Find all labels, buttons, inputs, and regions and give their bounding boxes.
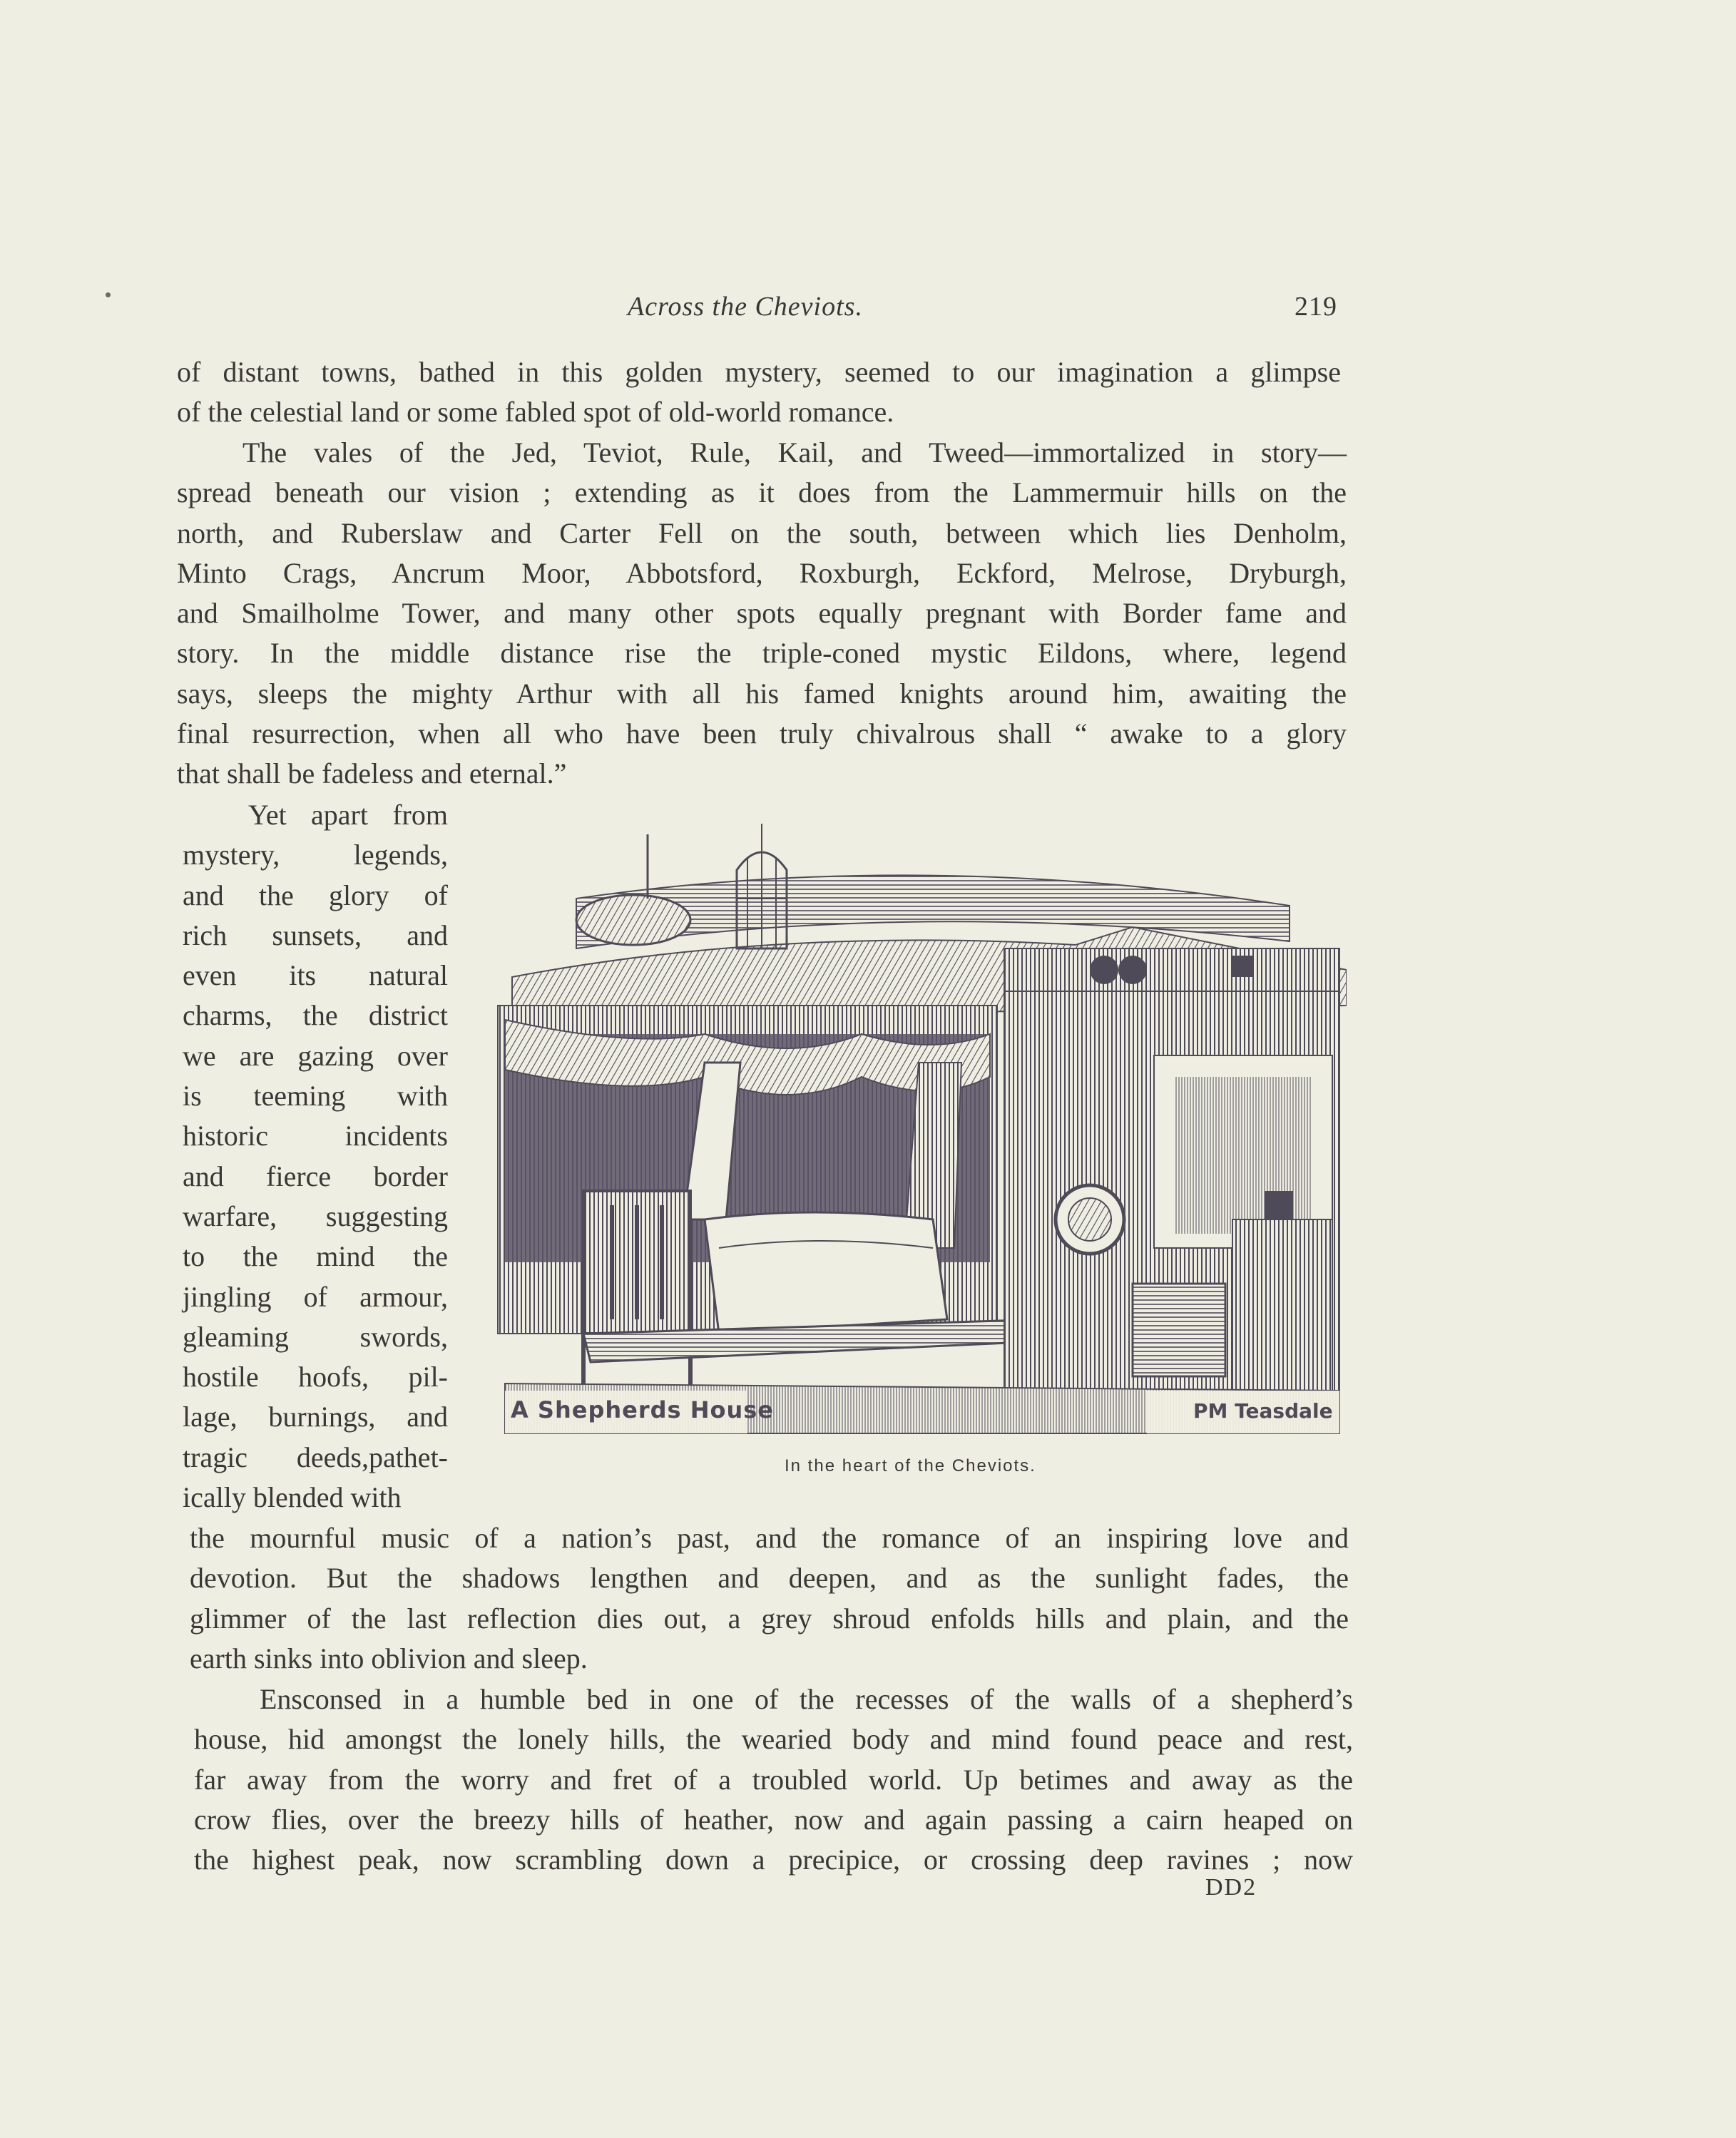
hanging-basket-icon [576, 895, 690, 945]
kettle-icon [1265, 1191, 1293, 1219]
engraving-drawing [491, 820, 1347, 1448]
paragraph-1 [177, 352, 1341, 433]
text-line: story. In the middle distance rise the triple-coned mystic Eildons, where, legend [177, 637, 1347, 670]
text-line: glimmer of the last reflection dies out, a grey shroud enfolds hills and plain, and the [190, 1602, 1349, 1635]
text-line: tragic deeds,pathet- [183, 1441, 448, 1473]
fireplace [1232, 1219, 1332, 1405]
text-line: north, and Ruberslaw and Carter Fell on the south, between which lies Denholm, [177, 516, 1347, 549]
text-line: ically blended with [183, 1481, 402, 1514]
signature-mark: DD2 [1205, 1874, 1257, 1901]
text-line: hostile hoofs, pil- [183, 1361, 448, 1393]
text-line: the mournful music of a nation’s past, and the romance of an inspiring love and [190, 1522, 1349, 1554]
text-line: says, sleeps the mighty Arthur with all his famed knights around him, awaiting the [177, 677, 1347, 710]
figure-caption: In the heart of the Cheviots. [785, 1456, 1036, 1475]
text-line: and the glory of [183, 879, 448, 911]
running-title: Across the Cheviots. [628, 292, 863, 322]
text-line: even its natural [183, 959, 448, 992]
text-line: devotion. But the shadows lengthen and deepen, and as the sunlight fades, the [190, 1562, 1349, 1595]
text-line: that shall be fadeless and eternal.” [177, 757, 567, 790]
bed-covers [705, 1212, 947, 1334]
text-line: of distant towns, bathed in this golden mystery, seemed to our imagination a glimpse [177, 356, 1341, 388]
pot-icon [1090, 956, 1118, 984]
text-line: to the mind the [183, 1240, 448, 1273]
stool [1133, 1284, 1225, 1376]
text-line: mystery, legends, [183, 839, 448, 871]
illustration-shepherds-house [491, 820, 1347, 1448]
text-line: Minto Crags, Ancrum Moor, Abbotsford, Roxburgh, Eckford, Melrose, Dryburgh, [177, 556, 1347, 589]
inscription-left: A Shepherds House [511, 1396, 774, 1423]
text-line: house, hid amongst the lonely hills, the wearied body and mind found peace and rest, [194, 1723, 1353, 1756]
text-line: the highest peak, now scrambling down a precipice, or crossing deep ravines ; now [194, 1843, 1353, 1876]
text-line: final resurrection, when all who have been truly chivalrous shall “ awake to a glory [177, 717, 1347, 750]
text-line: earth sinks into oblivion and sleep. [190, 1642, 588, 1674]
text-line: historic incidents [183, 1120, 448, 1152]
text-line: spread beneath our vision ; extending as it does from the Lammermuir hills on the [177, 476, 1347, 509]
text-line: and Smailholme Tower, and many other spots equally pregnant with Border fame and [177, 597, 1347, 630]
text-line: and fierce border [183, 1160, 448, 1192]
text-line: Ensconsed in a humble bed in one of the recesses of the walls of a shepherd’s [260, 1683, 1353, 1715]
text-line: lage, burnings, and [183, 1401, 448, 1433]
text-line: far away from the worry and fret of a troubled world. Up betimes and away as the [194, 1763, 1353, 1796]
text-line: of the celestial land or some fabled spot of old-world romance. [177, 396, 894, 429]
page-number: 219 [1295, 292, 1337, 322]
shelf [1004, 948, 1339, 991]
paragraph-3-continued [190, 1518, 1349, 1679]
paragraph-4 [194, 1679, 1353, 1880]
jar-icon [1232, 956, 1254, 977]
text-line: The vales of the Jed, Teviot, Rule, Kail, and Tweed—immortalized in story— [242, 436, 1347, 469]
text-line: crow flies, over the breezy hills of heather, now and again passing a cairn heaped on [194, 1803, 1353, 1836]
text-line: warfare, suggesting [183, 1200, 448, 1232]
text-line: is teeming with [183, 1080, 448, 1113]
text-line: jingling of armour, [183, 1280, 448, 1313]
text-line: Yet apart from [248, 799, 448, 831]
text-line: gleaming swords, [183, 1320, 448, 1353]
text-line: charms, the district [183, 999, 448, 1032]
pot-icon [1118, 956, 1147, 984]
paragraph-3-wrapped [183, 795, 448, 1518]
text-line: rich sunsets, and [183, 919, 448, 951]
inscription-right: PM Teasdale [1193, 1399, 1333, 1423]
paragraph-2 [177, 433, 1347, 794]
chair-icon [583, 1191, 690, 1405]
ink-speck [106, 292, 111, 297]
text-line: we are gazing over [183, 1039, 448, 1072]
